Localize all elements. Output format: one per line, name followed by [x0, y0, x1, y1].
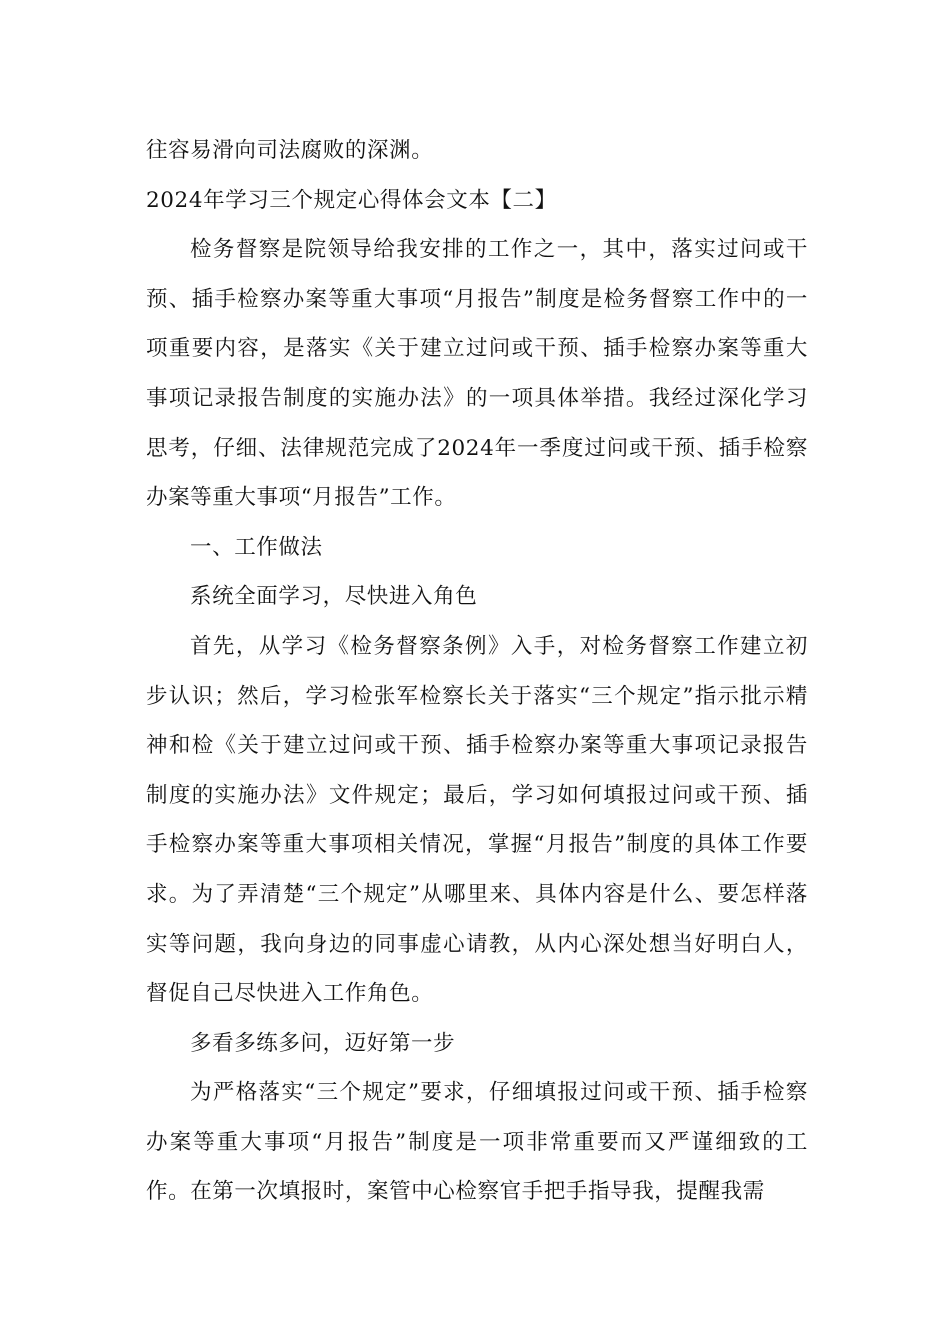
paragraph-study: 首先，从学习《检务督察条例》入手，对检务督察工作建立初步认识；然后，学习检张军检察长关于落实“三个规定”指示批示精神和检《关于建立过问或干预、插手检察办案等重大事项记录报告制度的实施办法》文件规定；最后，学习如何填报过问或干预、插手检察办案等重大事项相关情况，掌握“月报告”制度的具体工作要求。为了弄清楚“三个规定”从哪里来、具体内容是什么、要怎样落实等问题，我向身边的同事虚心请教，从内心深处想当好明白人，督促自己尽快进入工作角色。 [146, 633, 808, 1007]
paragraph-practice: 为严格落实“三个规定”要求，仔细填报过问或干预、插手检察办案等重大事项“月报告”制度是一项非常重要而又严谨细致的工作。在第一次填报时，案管中心检察官手把手指导我，提醒我需 [146, 1080, 808, 1205]
subheading-practice: 多看多练多问，迈好第一步 [190, 1030, 456, 1056]
section-title: 2024年学习三个规定心得体会文本【二】 [146, 187, 557, 213]
paragraph-closing-line: 往容易滑向司法腐败的深渊。 [146, 138, 434, 163]
document-body [146, 126, 808, 1217]
subheading-study: 系统全面学习，尽快进入角色 [190, 584, 478, 610]
heading-work-methods: 一、工作做法 [190, 534, 323, 560]
paragraph-intro: 检务督察是院领导给我安排的工作之一，其中，落实过问或干预、插手检察办案等重大事项“月报告”制度是检务督察工作中的一项重要内容，是落实《关于建立过问或干预、插手检察办案等重大事项记录报告制度的实施办法》的一项具体举措。我经过深化学习思考，仔细、法律规范完成了2024年一季度过问或干预、插手检察办案等重大事项“月报告”工作。 [146, 237, 808, 511]
